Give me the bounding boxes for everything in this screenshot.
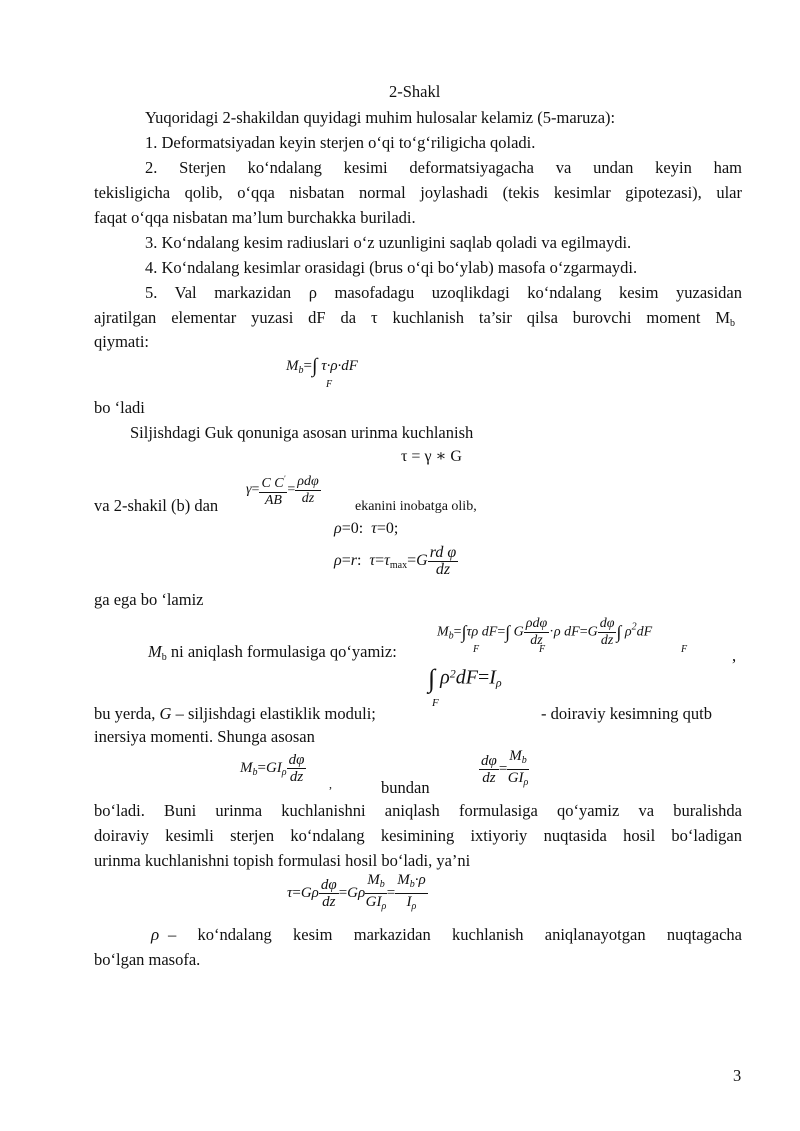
formula-mb-gi: $M_b=GI_\rho$ $\frac{d\varphi}{dz}$ [240,752,305,785]
ga-ega-text: ga ega bo ‘lamiz [94,590,204,609]
rho-symbol: ρ [151,925,160,944]
item-2-line-1: 2. Sterjen ko‘ndalang kesimi deformatsiyagacha va undan keyin ham [145,158,742,177]
intro-line: Yuqoridagi 2-shakildan quyidagi muhim hulosalar kelamiz (5-maruza): [145,108,616,127]
item-4: 4. Ko‘ndalang kesimlar orasidagi (brus o‘qi bo‘ylab) masofa o‘zgarmaydi. [145,258,638,277]
item-5-line-2-text: ajratilgan elementar yuzasi dF da τ kuchlanish ta’sir qilsa burovchi moment M [94,308,730,327]
inersiya-text: inersiya momenti. Shunga asosan [94,727,315,746]
integral-limit-f: F [432,697,439,709]
para-line-3: urinma kuchlanishni topish formulasi hosil bo‘ladi, ya’ni [94,851,471,870]
item-5-line-3: qiymati: [94,332,149,351]
item-3: 3. Ko‘ndalang kesim radiuslari o‘z uzunligini saqlab qoladi va egilmaydi. [145,233,632,252]
bo-ladi-text: bo ‘ladi [94,398,145,417]
formula-polar-inertia: ∫ $\rho^2dF=I_\rho$ [428,664,502,693]
formula-dphi-dz: $\frac{d\varphi}{dz}$ = $\frac{M_b}{GI_\rho}$ [481,748,529,788]
rho-line-2: bo‘lgan masofa. [94,950,201,969]
formula-tau-final: τ=Gρ $\frac{d\varphi}{dz}$ =Gρ $\frac{M_b}{GI_\rho}$ = $\frac{M_b\cdot\rho}{I_\rho}$ [287,872,426,912]
mb-aniqlash-text [148,642,397,668]
formula-gamma: γ= $\frac{C C'}{AB}$ = $\frac{\text{ρdφ}}{dz}$ [246,471,321,509]
para-line-1: bo‘ladi. Buni urinma kuchlanishni aniqlash formulasiga qo‘yamiz va buralishda [94,801,742,820]
doiraviy-text: - doiraviy kesimning qutb [541,704,712,723]
ekanini-text: ekanini inobatga olib, [355,499,477,514]
mb-subscript: b [730,318,735,329]
mb-letter: M [148,642,162,661]
bu-yerda-b: – siljishdagi elastiklik moduli; [171,704,376,723]
va-shakil-text: va 2-shakil (b) dan [94,496,219,515]
guk-law-text: Siljishdagi Guk qonuniga asosan urinma kuchlanish [130,423,474,442]
item-2-line-3: faqat o‘qqa nisbatan ma’lum burchakka buriladi. [94,208,416,227]
formula-comma: , [329,777,332,791]
formula-rho-r: ρ=r: $\tau=\tau_{max}=G$ $\frac{\text{rd φ}}{dz}$ [334,544,457,578]
bu-yerda-a: bu yerda, [94,704,160,723]
bu-yerda-text [94,704,376,724]
mb-aniqlash-rest: ni aniqlash formulasiga qo‘yamiz: [166,642,397,661]
figure-heading: 2-Shakl [389,82,441,101]
formula-moment-expanded: $M_b=\int$ F τρ dF=∫ F G $\frac{\text{ρdφ}}{dz}$ ·ρ dF=G $\frac{d\varphi}{dz}$ ∫ F $\rho^2dF$ [437,616,688,655]
item-5-line-1: 5. Val markazidan ρ masofadagu uzoqlikdagi ko‘ndalang kesim yuzasidan [145,283,742,302]
comma: , [732,646,737,665]
bu-yerda-g: G [159,704,172,723]
mb-letter-subscript: b [161,652,167,663]
tau-gamma-equation: τ = γ ∗ G [401,448,462,465]
rho-line-1: – ko‘ndalang kesim markazidan kuchlanish aniqlanayotgan nuqtagacha [168,925,742,944]
para-line-2: doiraviy kesimli sterjen ko‘ndalang kesimining ixtiyoriy nuqtasida hosil bo‘ladigan [94,826,742,845]
item-2-line-2: tekisligicha qolib, o‘qqa nisbatan normal joylashadi (tekis kesimlar gipotezasi), ular [94,183,742,202]
formula-rho-zero: ρ=0: τ=0; [334,520,399,537]
item-5-line-2 [94,308,742,334]
item-1: 1. Deformatsiyadan keyin sterjen o‘qi to‘g‘riligicha qoladi. [145,133,536,152]
page-number: 3 [733,1066,742,1085]
bundan-text: bundan [381,778,430,797]
formula-moment-integral: $M_b=\int$ F τ·ρ·dF [286,355,358,390]
